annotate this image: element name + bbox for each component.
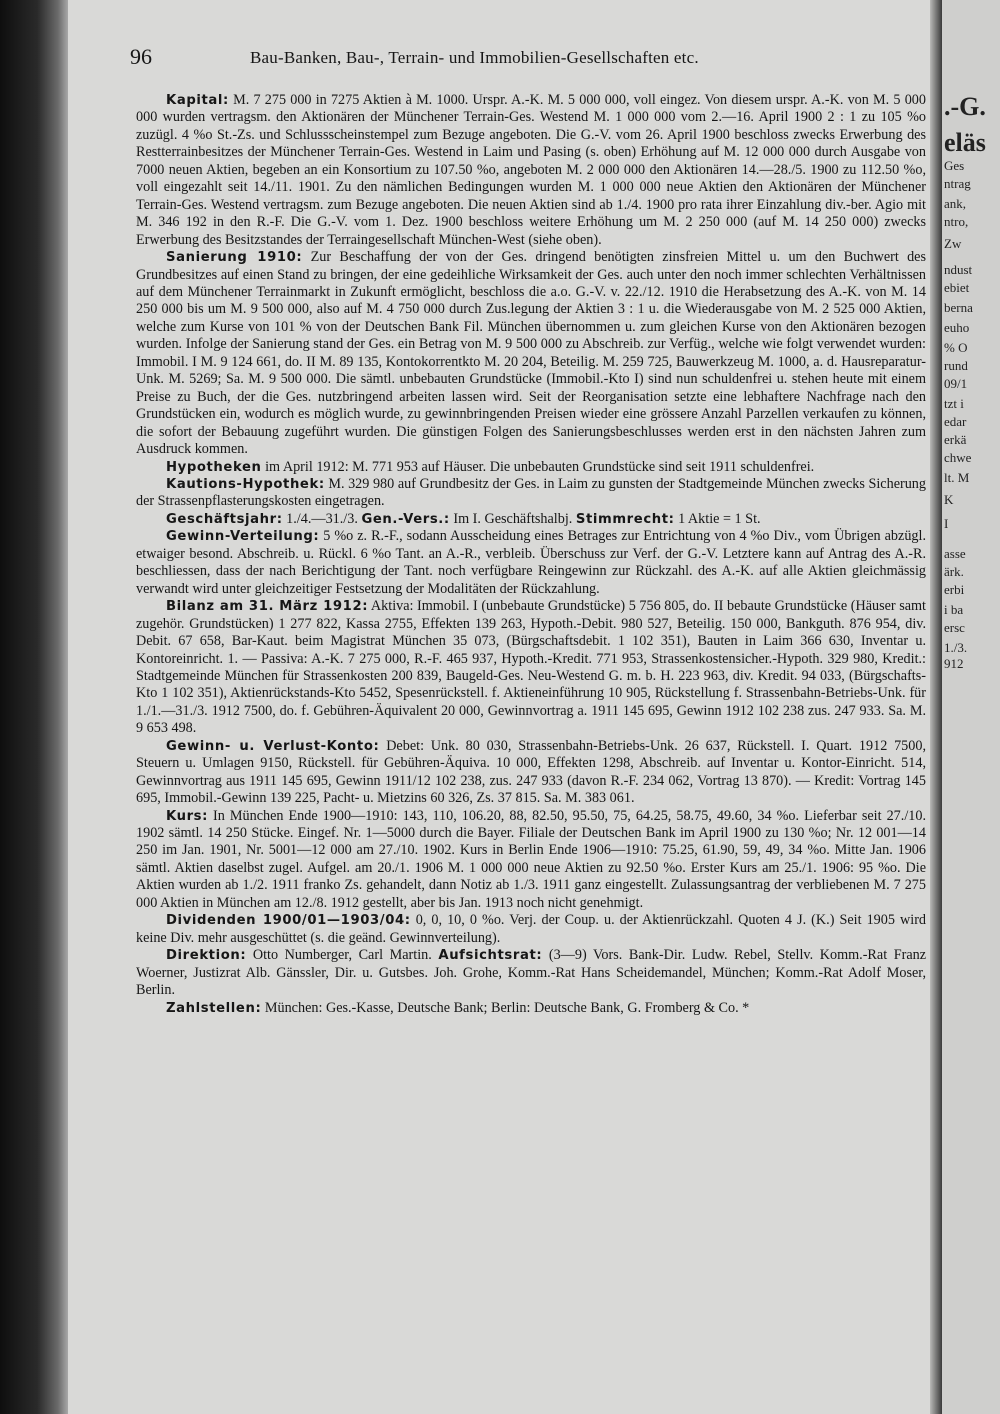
adjacent-page-fragment: 09/1 (944, 376, 968, 391)
adjacent-page-fragment: ndust (944, 262, 973, 277)
section-label: Gen.-Vers.: (361, 511, 450, 527)
adjacent-page-fragment: tzt i (944, 396, 964, 411)
section-text: 0, 0, 10, 0 %o. Verj. der Coup. u. der Aktienrückzahl. Quoten 4 J. (K.) Seit 1905 wird keine Div. mehr ausgeschüttet (s. die geänd. Gewinnverteilung). (136, 912, 927, 946)
section-sanierung (136, 249, 926, 458)
book-binding-shadow (0, 0, 68, 1414)
section-dividenden (136, 912, 926, 947)
section-text: 1./4.—31./3. (286, 510, 358, 527)
section-text: Zur Beschaffung der von der Ges. dringend benötigten zinsfreien Mittel u. um den Buchwert des Grundbesitzes auf einen Stand zu bringen, der eine gedeihliche Wirksamkeit der Ges. auch unter den noch immer schlechten Verhältnissen auf dem Münchener Terrainmarkt in Zukunft ermöglicht, beschloss die a.o. G.-V. v. 22./12. 1910 die Herabsetzung des A.-K. von M. 14 250 000 bis um M. 9 500 000, also auf M. 4 750 000 durch Zus.legung der Aktien 3 : 1 u. die Wiederausgabe von M. 2 525 000 Aktien, welche zum Kurse von 101 % von der Deutschen Bank Fil. München übernommen u. zum gleichen Kurse von den Aktionären bezogen wurden. Infolge der Sanierung stand der Ges. ein Betrag von M. 9 500 000 zu Abschreib. zur Verfüg., welche wie folgt verwendet wurden: Immobil. I M. 9 124 661, do. II M. 89 135, Kontokorrentkto M. 20 204, Beteilig. M. 259 725, Bauwerkzeug M. 1000, a. d. Hausreparatur-Unk. M. 5269; Sa. M. 9 500 000. Die sämtl. unbebauten Grundstücke (Immobil.-Kto I) sind nun schuldenfrei u. stehen heute mit einem Preise zu Buch, der die Ges. nutzbringend arbeiten lassen wird. Seit der Reorganisation setzte eine lebhaftere Nachfrage nach den Grundstücken ein, wodurch es möglich wurde, zu gewinnbringenden Preisen wieder eine grössere Anzahl Parzellen verkaufen zu können, die sofort der Bebauung zugeführt wurden. Die günstigen Folgen des Sanierungsbeschlusses werden erst in den nächsten Jahren zum Ausdruck kommen. (136, 249, 927, 458)
section-geschaeftsjahr (136, 511, 926, 528)
section-label: Gewinn-Verteilung: (166, 529, 320, 545)
section-label: Zahlstellen: (166, 1000, 262, 1016)
section-kurs (136, 808, 926, 913)
adjacent-page-fragment: edar (944, 414, 967, 429)
adjacent-page-fragment: asse (944, 546, 966, 561)
section-hypotheken (136, 459, 926, 476)
adjacent-page-fragment: Zw (944, 236, 962, 251)
adjacent-page-fragment: i ba (944, 602, 964, 617)
adjacent-page-fragment: lt. M (944, 470, 970, 485)
section-text: In München Ende 1900—1910: 143, 110, 106.20, 88, 82.50, 95.50, 75, 64.25, 58.75, 49.60, 34 %o. Lieferbar seit 27./10. 1902 sämtl. 14 250 Stücke. Eingef. Nr. 1—5000 durch die Bayer. Filiale der Deutschen Bank im April 1900 zu 130 %o; Nr. 12 001—14 250 im Jan. 1901, Nr. 5001—12 000 am 27./10. 1902. Kurs in Berlin Ende 1906—1910: 75.25, 61.90, 59, 49, 34 %o. Mitte Jan. 1906 sämtl. Aktien daselbst zugel. Aufgel. am 20./1. 1906 M. 1 000 000 neue Aktien zu 92.50 %o. Erster Kurs am 25./1. 1906: 95 %o. Die Aktien wurden ab 1./2. 1911 franko Zs. gehandelt, dann Notiz ab 1./3. 1911 ganz eingestellt. Zulassungsantrag der verbliebenen M. 7 275 000 Aktien in München am 12./8. 1912 gestellt, aber bis Jan. 1913 noch nicht genehmigt. (136, 807, 926, 911)
section-text: 1 Aktie = 1 St. (678, 510, 761, 527)
section-label: Kautions-Hypothek: (166, 476, 325, 492)
section-label: Direktion: (166, 948, 247, 964)
section-label: Geschäftsjahr: (166, 511, 283, 527)
book-page (68, 0, 940, 1414)
body-text (136, 92, 926, 1017)
adjacent-page-fragment: erkä (944, 432, 967, 447)
section-text: München: Ges.-Kasse, Deutsche Bank; Berlin: Deutsche Bank, G. Fromberg & Co. * (264, 999, 750, 1016)
section-text: Aktiva: Immobil. I (unbebaute Grundstücke) 5 756 805, do. II bebaute Grundstücke (Häuser samt zugehör. Grundstücken) 1 277 822, Kassa 2755, Effekten 139 263, Hypoth.-Debit. 980 527, Beteilig. 150 000, Bankguth. 876 954, div. Debit. 67 658, Bar-Kaut. beim Magistrat München 35 073, (Bürgschaftsdebit. 1 102 351), Bauten in Laim 366 630, Inventar u. Kontoreinricht. 1. — Passiva: A.-K. 7 275 000, R.-F. 465 937, Hypoth.-Kredit. 771 953, Strassenkostensicher.-Hypoth. 329 980, Kredit.: Stadtgemeinde München für Strassenkosten 200 839, Baugeld-Ges. Neu-Westend G. m. b. H. 223 963, div. Kredit. 94 033, (Bürgschafts-Kto 1 102 351), Aktienrückstands-Kto 5452, Spesenrückstell. f. Aktieneinführung 10 905, Rückstellung f. Strassenbahn-Betriebs-Unk. für 1./1.—31./3. 1912 7500, do. f. Gebühren-Äquivalent 20 000, Gewinnvortrag a. 1911 145 695, Gewinn 1912 102 238 zus. 247 933. Sa. M. 9 653 498. (136, 598, 927, 737)
section-label: Aufsichtsrat: (438, 948, 543, 964)
adjacent-page-fragment: % O (944, 340, 968, 355)
section-label: Hypotheken (166, 459, 262, 475)
adjacent-page-fragment: 912 (944, 656, 964, 671)
adjacent-page-fragment: ersc (944, 620, 965, 635)
adjacent-page-fragment: berna (944, 300, 973, 315)
section-label: Sanierung 1910: (166, 250, 303, 266)
section-label: Kurs: (166, 808, 209, 824)
section-bilanz (136, 598, 926, 738)
section-text: im April 1912: M. 771 953 auf Häuser. Die unbebauten Grundstücke sind seit 1911 schuldenfrei. (265, 458, 815, 475)
adjacent-page (942, 0, 1000, 1414)
adjacent-page-fragment: 1./3. (944, 640, 968, 655)
section-label: Dividenden 1900/01—1903/04: (166, 913, 411, 929)
adjacent-page-fragment: K (944, 492, 954, 507)
adjacent-page-fragment: chwe (944, 450, 972, 465)
section-label: Stimmrecht: (575, 511, 675, 527)
section-label: Kapital: (166, 93, 229, 108)
section-text: Im I. Geschäftshalbj. (453, 510, 573, 527)
section-label: Gewinn- u. Verlust-Konto: (166, 738, 380, 754)
section-gewinn-verteilung (136, 528, 926, 598)
page-header (130, 44, 930, 72)
section-zahlstellen (136, 1000, 926, 1017)
section-text: 5 %o z. R.-F., sodann Ausscheidung eines Betrages zur Entrichtung von 4 %o Div., vom Übrigen abzügl. etwaiger besond. Abschreib. u. Rückl. 6 %o Tant. an A.-R., verbleib. Überschuss zur Verf. der G.-V. Letztere kann auf Antrag des A.-R. beschliessen, dass der nach Berichtigung der Tant. noch verfügbare Reingewinn zur Rückzahl. des A.-K. auf alle Aktien gleichmässig verwandt wird unter gleichzeitiger Festsetzung der Modalitäten der Rückzahlung. (136, 528, 927, 597)
section-text: Otto Numberger, Carl Martin. (252, 947, 432, 964)
adjacent-page-fragment: eläs (944, 128, 986, 157)
section-text: M. 329 980 auf Grundbesitz der Ges. in Laim zu gunsten der Stadtgemeinde München zwecks Sicherung der Strassenpflasterungskosten eingetragen. (136, 475, 926, 510)
section-kautions-hypothek (136, 476, 926, 511)
adjacent-page-fragment: ntrag (944, 176, 971, 191)
section-text: (3—9) Vors. Bank-Dir. Ludw. Rebel, Stellv. Komm.-Rat Franz Woerner, Justizrat Alb. Gänssler, Dir. u. Gutsbes. Joh. Grohe, Komm.-Rat Hans Scheidemandel, München; Komm.-Rat Adolf Moser, Berlin. (136, 947, 927, 999)
section-label: Bilanz am 31. März 1912: (166, 599, 369, 615)
running-head: Bau-Banken, Bau-, Terrain- und Immobilien-Gesellschaften etc. (250, 48, 699, 67)
adjacent-page-fragment: euho (944, 320, 970, 335)
adjacent-page-fragment: erbi (944, 582, 965, 597)
adjacent-page-fragment: rund (944, 358, 968, 373)
adjacent-page-fragment: .-G. (944, 92, 986, 121)
section-gewinn-verlust (136, 738, 926, 808)
adjacent-page-fragment: ntro, (944, 214, 969, 229)
page-number: 96 (130, 44, 152, 69)
adjacent-page-fragment: Ges (944, 158, 965, 173)
section-direktion (136, 947, 926, 999)
adjacent-page-fragment: ank, (944, 196, 967, 211)
adjacent-page-fragment: I (944, 516, 949, 531)
section-text: Debet: Unk. 80 030, Strassenbahn-Betriebs-Unk. 26 637, Rückstell. I. Quart. 1912 7500, Steuern u. Umlagen 9150, Rückstell. für Gebühren-Äquiva. 10 000, Effekten 1298, Abschreib. auf Inventar u. Kontor-Einricht. 514, Gewinnvortrag aus 1911 145 695, Gewinn 1911/12 102 238, zus. 247 933 (davon R.-F. 234 062, Vortrag 13 870). — Kredit: Vortrag 145 695, Immobil.-Gewinn 139 225, Pacht- u. Mietzins 60 326, Zs. 37 815. Sa. M. 383 061. (136, 737, 927, 807)
adjacent-page-fragment: ebiet (944, 280, 970, 295)
adjacent-page-fragment: ärk. (944, 564, 964, 579)
section-kapital (136, 92, 926, 249)
page-gutter (930, 0, 942, 1414)
section-text: M. 7 275 000 in 7275 Aktien à M. 1000. Urspr. A.-K. M. 5 000 000, voll eingez. Von diesem urspr. A.-K. von M. 5 000 000 wurden vertragsm. den Aktionären der Münchener Terrain-Ges. Westend M. 1 000 000 vom 2.—16. April 1900 2 : 1 zu 105 %o zuzügl. 4 %o St.-Zs. und Schlussscheinstempel zum Bezuge angeboten. Die G.-V. vom 26. April 1900 beschloss zwecks Erwerbung des Restterrainbesitzes der Münchener Terrain-Ges. Westend in Laim und Pasing (s. oben) Erhöhung auf M. 12 000 000 durch Ausgabe von 7000 neuen Aktien, begeben an ein Konsortium zu 107.50 %o, angeboten M. 2 000 000 den Aktionären 14.—28./5. 1900 zu 112.50 %o, voll eingezahlt seit 14./11. 1901. Zu den nämlichen Bedingungen wurden M. 1 000 000 neue Aktien den Aktionären der Münchener Terrain-Ges. Westend vertragsm. zum Bezuge angeboten. Die neuen Aktien sind ab 1./4. 1900 pro rata ihrer Einzahlung div.-ber. Agio mit M. 346 192 in den R.-F. Die G.-V. vom 1. Dez. 1900 beschloss weitere Erhöhung um M. 2 250 000 (auf M. 14 250 000) zwecks Erwerbung des Besitzstandes der Terraingesellschaft München-West (siehe oben). (136, 92, 926, 248)
